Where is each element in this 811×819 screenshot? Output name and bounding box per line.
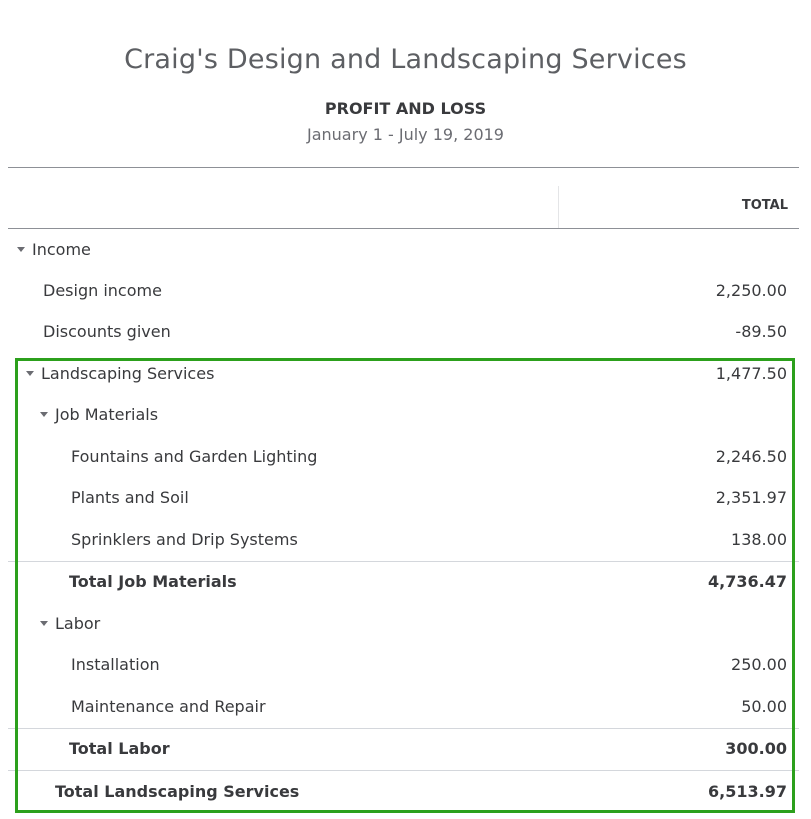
report-date-range[interactable]: January 1 - July 19, 2019 xyxy=(307,125,504,144)
collapse-caret-icon[interactable] xyxy=(40,621,48,626)
row-label[interactable]: Fountains and Garden Lighting xyxy=(71,447,318,466)
table-row-discounts-given[interactable] xyxy=(8,311,799,352)
row-label[interactable]: Installation xyxy=(71,655,160,674)
row-amount[interactable]: 2,351.97 xyxy=(715,488,787,507)
collapse-caret-icon[interactable] xyxy=(40,412,48,417)
row-label[interactable]: Design income xyxy=(43,281,162,300)
column-divider[interactable] xyxy=(558,186,559,228)
table-row-maintenance[interactable] xyxy=(8,686,799,727)
row-label[interactable]: Job Materials xyxy=(40,394,158,435)
row-amount[interactable]: 300.00 xyxy=(725,739,787,758)
row-label[interactable]: Landscaping Services xyxy=(26,353,214,394)
table-row-design-income[interactable] xyxy=(8,270,799,311)
row-amount[interactable]: 4,736.47 xyxy=(708,572,787,591)
table-row-fountains[interactable] xyxy=(8,436,799,477)
row-label[interactable]: Labor xyxy=(40,603,100,644)
row-amount[interactable]: 250.00 xyxy=(731,655,787,674)
row-label[interactable]: Total Landscaping Services xyxy=(55,782,300,801)
table-row-labor[interactable] xyxy=(8,603,799,644)
row-label[interactable]: Total Labor xyxy=(69,739,170,758)
row-label[interactable]: Maintenance and Repair xyxy=(71,697,266,716)
table-row-job-materials[interactable] xyxy=(8,394,799,435)
table-row-sprinklers[interactable] xyxy=(8,519,799,560)
table-row-total-job-materials[interactable] xyxy=(8,561,799,602)
row-label[interactable]: Sprinklers and Drip Systems xyxy=(71,530,298,549)
column-header-total[interactable]: TOTAL xyxy=(741,198,788,213)
row-label[interactable]: Discounts given xyxy=(43,322,171,341)
row-label[interactable]: Income xyxy=(17,229,91,270)
row-amount[interactable]: -89.50 xyxy=(735,322,787,341)
table-row-plants-soil[interactable] xyxy=(8,477,799,518)
table-top-rule xyxy=(8,167,799,168)
row-amount[interactable]: 138.00 xyxy=(731,530,787,549)
row-amount[interactable]: 2,250.00 xyxy=(715,281,787,300)
table-row-total-landscaping[interactable] xyxy=(8,771,799,812)
row-label[interactable]: Plants and Soil xyxy=(71,488,189,507)
company-name: Craig's Design and Landscaping Services xyxy=(124,44,687,75)
row-amount[interactable]: 50.00 xyxy=(741,697,787,716)
collapse-caret-icon[interactable] xyxy=(26,371,34,376)
table-row-income[interactable] xyxy=(8,229,799,270)
row-label[interactable]: Total Job Materials xyxy=(69,572,237,591)
collapse-caret-icon[interactable] xyxy=(17,247,25,252)
row-amount[interactable]: 2,246.50 xyxy=(715,447,787,466)
table-row-total-labor[interactable] xyxy=(8,728,799,769)
table-row-installation[interactable] xyxy=(8,644,799,685)
table-row-landscaping-services[interactable] xyxy=(8,353,799,394)
row-amount[interactable]: 6,513.97 xyxy=(708,782,787,801)
row-amount[interactable]: 1,477.50 xyxy=(715,364,787,383)
report-title: PROFIT AND LOSS xyxy=(324,99,487,118)
